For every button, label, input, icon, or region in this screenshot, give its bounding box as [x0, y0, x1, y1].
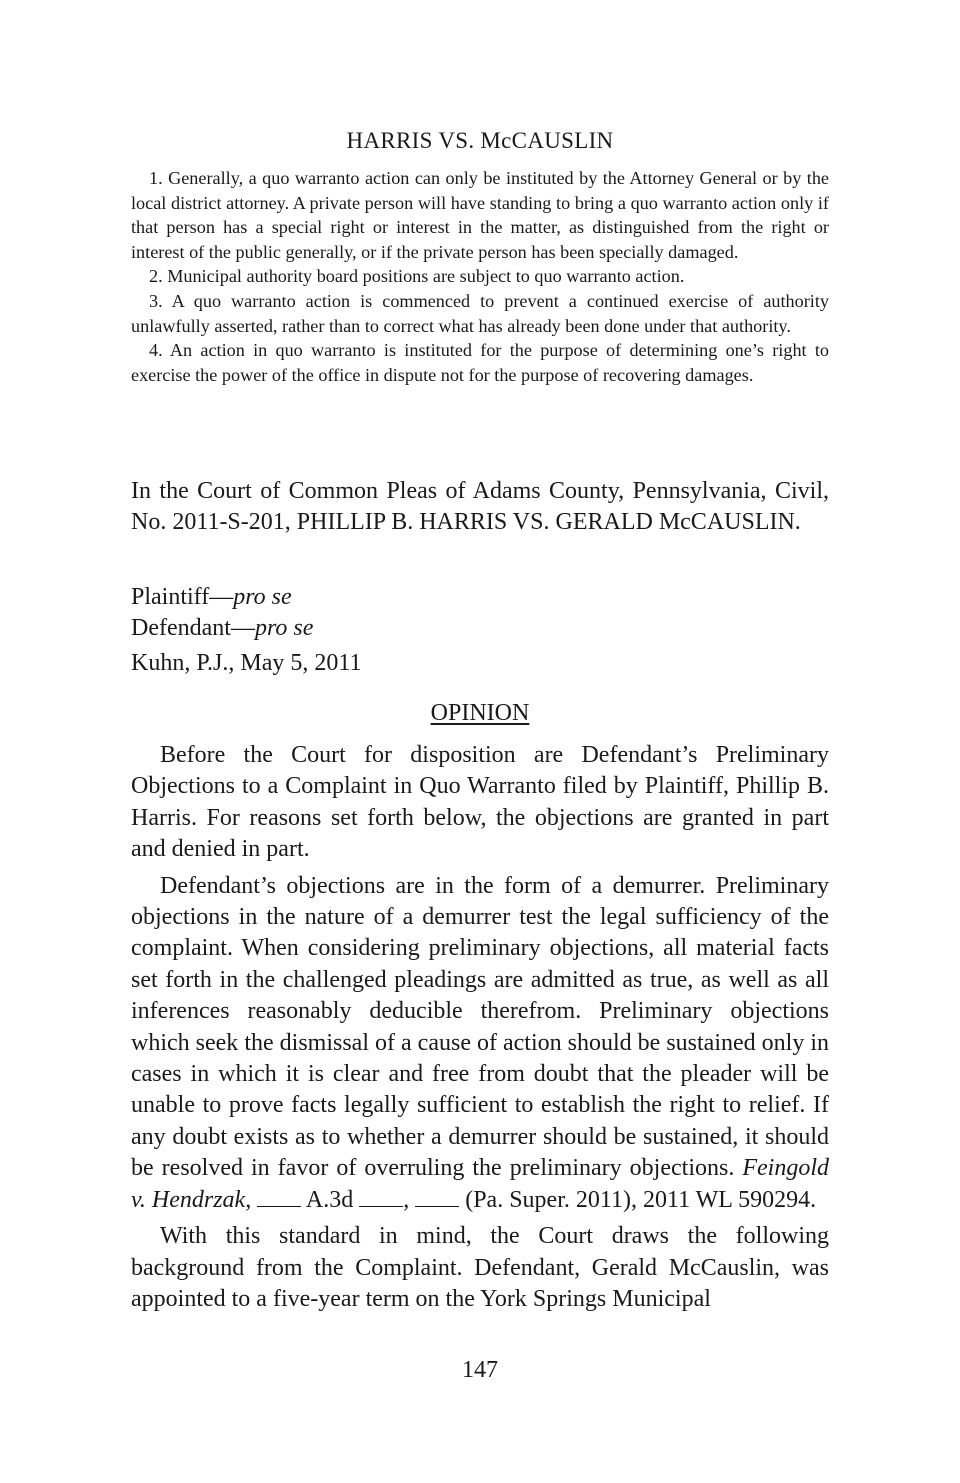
headnotes: [131, 166, 829, 387]
defendant-label: Defendant—: [131, 615, 255, 641]
opinion-body: [131, 740, 829, 1320]
headnote-3: 3. A quo warranto action is commenced to prevent a continued exercise of authority unlawfully asserted, rather than to correct what has already been done under that authority.: [131, 290, 829, 336]
case-citation-name: Feingold v. Hendrzak: [131, 1155, 830, 1213]
headnote-4: 4. An action in quo warranto is instituted for the purpose of determining one’s right to exercise the power of the office in dispute not for the purpose of recovering damages.: [131, 340, 829, 385]
page-number: 147: [462, 1357, 498, 1383]
headnote-1: 1. Generally, a quo warranto action can only be instituted by the Attorney General or by the local district attorney. A private person will have standing to bring a quo warranto action only if that person has a special right or interest in the matter, as distinguished from the right or interest of the public generally, or if the private person has been specially damaged.: [131, 168, 829, 262]
defendant-line: [131, 613, 829, 644]
opinion-title: OPINION: [430, 700, 530, 726]
judge-date-line: Kuhn, P.J., May 5, 2011: [131, 650, 362, 676]
citation-blank: [415, 1206, 459, 1207]
paragraph-1: Before the Court for disposition are Defendant’s Preliminary Objections to a Complaint in Quo Warranto filed by Plaintiff, Phillip B. Harris. For reasons set forth below, the objections are granted in part and denied in part.: [131, 742, 829, 863]
counsel-block: [131, 582, 829, 644]
citation-reporter: A.3d: [305, 1186, 354, 1213]
plaintiff-value: pro se: [233, 584, 292, 610]
paragraph-2: Defendant’s objections are in the form of a demurrer. Preliminary objections in the nature of a demurrer test the legal sufficiency of the complaint. When considering preliminary objections, all material facts set forth in the challenged pleadings are admitted as true, as well as all inferences reasonably deducible therefrom. Preliminary objections which seek the dismissal of a cause of action should be sustained only in cases in which it is clear and free from doubt that the pleader will be unable to prove facts legally sufficient to establish the right to relief. If any doubt exists as to whether a demurrer should be sustained, it should be resolved in favor of overruling the preliminary objections. Feingold v. Hendrzak, A.3d , (Pa. Super. 2011), 2011 WL 590294.: [131, 872, 830, 1213]
citation-blank: [257, 1206, 301, 1207]
case-caption: In the Court of Common Pleas of Adams County, Pennsylvania, Civil, No. 2011-S-201, PHILLIP B. HARRIS VS. GERALD McCAUSLIN.: [131, 478, 829, 535]
plaintiff-line: [131, 582, 829, 613]
paragraph-3: With this standard in mind, the Court draws the following background from the Complaint. Defendant, Gerald McCauslin, was appointed to a five-year term on the York Springs Municipal: [131, 1223, 829, 1312]
paragraph-2-text: Defendant’s objections are in the form of a demurrer. Preliminary objections in the nature of a demurrer test the legal sufficiency of the complaint. When considering preliminary objections, all material facts set forth in the challenged pleadings are admitted as true, as well as all inferences reasonably deducible therefrom. Preliminary objections which seek the dismissal of a cause of action should be sustained only in cases in which it is clear and free from doubt that the pleader will be unable to prove facts legally sufficient to establish the right to relief. If any doubt exists as to whether a demurrer should be sustained, it should be resolved in favor of overruling the preliminary objections.: [131, 872, 829, 1182]
opinion-heading: [0, 698, 960, 729]
plaintiff-label: Plaintiff—: [131, 584, 234, 610]
citation-court-year: (Pa. Super. 2011), 2011 WL 590294.: [465, 1186, 817, 1213]
headnote-2: 2. Municipal authority board positions are subject to quo warranto action.: [149, 266, 685, 287]
citation-blank: [359, 1206, 403, 1207]
defendant-value: pro se: [254, 615, 314, 641]
running-head: HARRIS VS. McCAUSLIN: [346, 128, 614, 153]
